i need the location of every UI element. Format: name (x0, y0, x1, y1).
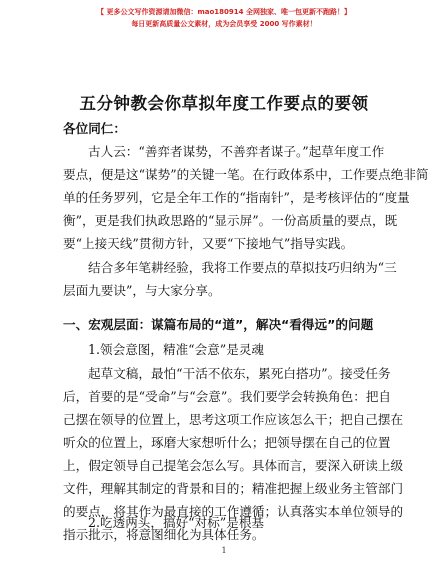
text-line: 听众的位置上，琢磨大家想听什么；把领导摆在自己的位置 (63, 435, 391, 450)
text-line: 要“上接天线”贯彻方针，又要“下接地气”指导实践。 (63, 236, 354, 251)
text-line: 衡”，更是我们执政思路的“显示屏”。一份高质量的要点，既 (63, 213, 398, 228)
text-line: 要点，便是这“谋势”的关键一笔。在行政体系中，工作要点绝非简 (63, 167, 429, 182)
page-number: 1 (221, 546, 227, 555)
salutation: 各位同仁： (63, 121, 126, 136)
text-line: 后，首要的是“受命”与“会意”。我们要学会转换角色：把自 (63, 389, 392, 404)
text-line: 起草文稿，最怕“干活不依东，累死白搭功”。接受任务 (88, 366, 391, 381)
text-line: 层面九要诀”，与大家分享。 (63, 283, 221, 298)
subheading-1 (63, 338, 385, 361)
text-line: 古人云：“善弈者谋势，不善弈者谋子。”起草年度工作 (88, 144, 385, 159)
text-line: 结合多年笔耕经验，我将工作要点的草拟技巧归纳为“三 (88, 260, 397, 275)
text-line: 上，假定领导自己提笔会怎么写。具体而言，要深入研读上级 (63, 458, 404, 473)
text-line: 指示批示，将意图细化为具体任务。 (63, 527, 265, 542)
text-line: 己摆在领导的位置上，思考这项工作应该怎么干；把自己摆在 (63, 412, 404, 427)
subheading-text: 1.领会意图，精准“会意”是灵魂 (88, 342, 265, 357)
paragraph-summary (63, 256, 397, 302)
document-title: 五分钟教会你草拟年度工作要点的要领 (79, 94, 369, 113)
section-heading-1: 一、宏观层面：谋篇布局的“道”，解决“看得远”的问题 (63, 317, 374, 332)
promo-banner-line-1: 【 更多公文写作资源请加微信：mao180914 全网独家、唯一包更新不跑路！】 (97, 8, 351, 16)
promo-banner (0, 6, 448, 30)
paragraph-intro (63, 140, 429, 255)
subheading-text: 2.吃透两头，搞好“对标”是根基 (88, 515, 265, 530)
subheading-2 (63, 511, 385, 534)
promo-banner-line-2: 每日更新高质量公文素材，成为会员享受 2000 写作素材！ (131, 20, 317, 28)
text-line: 文件，理解其制定的背景和目的；精准把握上级业务主管部门 (63, 481, 404, 496)
text-line: 的要点，将其作为最直接的工作遵循；认真落实本单位领导的 (63, 504, 404, 519)
text-line: 单的任务罗列，它是全年工作的“指南针”，是考核评估的“度量 (63, 190, 410, 205)
